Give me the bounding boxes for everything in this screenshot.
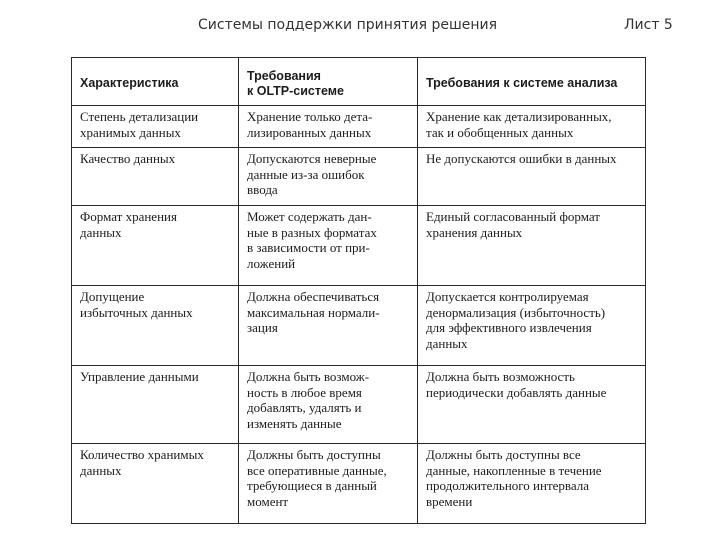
sheet-number: Лист 5 [624, 17, 673, 33]
characteristic-cell: Качество данных [72, 148, 239, 206]
table-row [72, 366, 646, 444]
comparison-table [71, 57, 646, 524]
column-header-oltp: Требования к OLTP-системе [239, 58, 418, 106]
analysis-cell: Допускается контролируемая денормализация (избыточность) для эффективного извлечения данных [418, 286, 646, 366]
oltp-cell: Должны быть доступны все оперативные данные, требующиеся в данный момент [239, 444, 418, 524]
page-header [0, 17, 720, 39]
table-row [72, 286, 646, 366]
analysis-cell: Должны быть доступны все данные, накопленные в течение продолжительного интервала времени [418, 444, 646, 524]
table-row [72, 148, 646, 206]
analysis-cell: Не допускаются ошибки в данных [418, 148, 646, 206]
document-title: Системы поддержки принятия решения [198, 17, 498, 33]
characteristic-cell: Формат хранения данных [72, 206, 239, 286]
table-header-row [72, 58, 646, 106]
characteristic-cell: Степень детализации хранимых данных [72, 106, 239, 148]
analysis-cell: Должна быть возможность периодически добавлять данные [418, 366, 646, 444]
characteristic-cell: Количество хранимых данных [72, 444, 239, 524]
column-header-analysis: Требования к системе анализа [418, 58, 646, 106]
analysis-cell: Хранение как детализированных, так и обобщенных данных [418, 106, 646, 148]
oltp-cell: Хранение только дета- лизированных данных [239, 106, 418, 148]
oltp-cell: Может содержать дан- ные в разных форматах в зависимости от при- ложений [239, 206, 418, 286]
table-row [72, 444, 646, 524]
table-row [72, 106, 646, 148]
characteristic-cell: Управление данными [72, 366, 239, 444]
oltp-cell: Должна быть возмож- ность в любое время добавлять, удалять и изменять данные [239, 366, 418, 444]
table-row [72, 206, 646, 286]
oltp-cell: Должна обеспечиваться максимальная нормали- зация [239, 286, 418, 366]
analysis-cell: Единый согласованный формат хранения данных [418, 206, 646, 286]
oltp-cell: Допускаются неверные данные из-за ошибок ввода [239, 148, 418, 206]
comparison-table-container [71, 57, 645, 523]
column-header-characteristic: Характеристика [72, 58, 239, 106]
characteristic-cell: Допущение избыточных данных [72, 286, 239, 366]
